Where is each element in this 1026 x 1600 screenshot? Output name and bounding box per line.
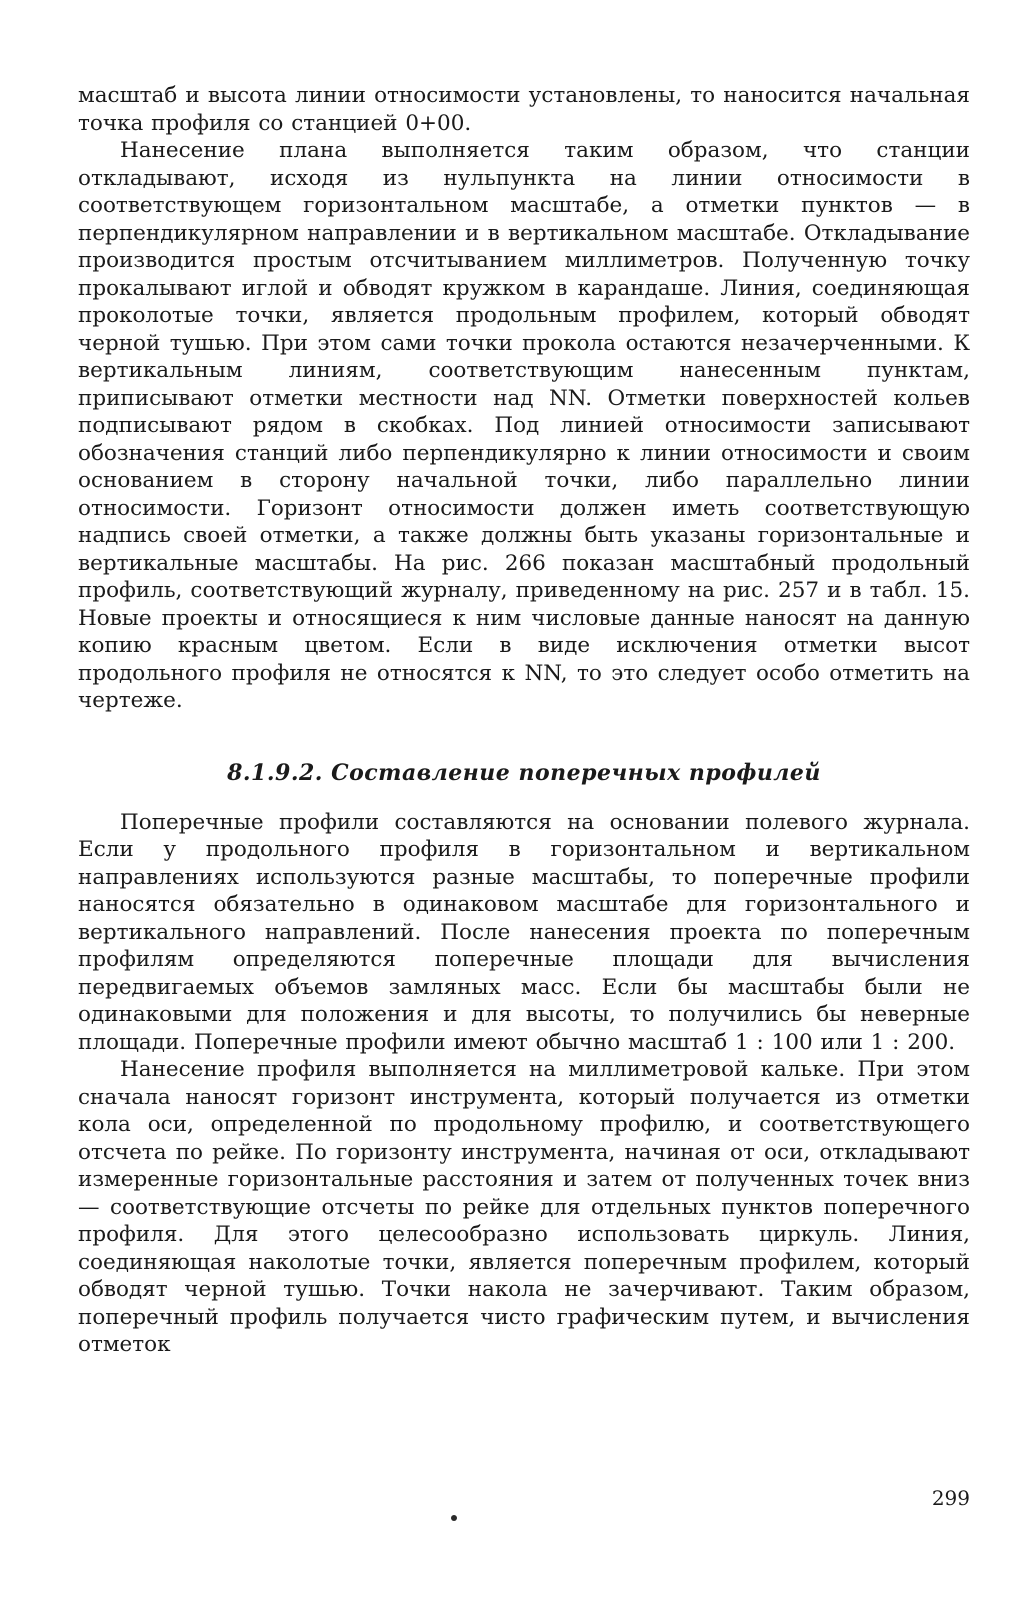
paragraph-cross-profiles: Поперечные профили составляются на основании полевого журнала. Если у продольного профиля в горизонтальном и вертикальном направлениях используются разные масштабы, то поперечные профили наносятся обязательно в одинаковом масштабе для горизонтального и вертикального направлений. После нанесения проекта по поперечным профилям определяются поперечные площади для вычисления передвигаемых объемов замляных масс. Если бы масштабы были не одинаковыми для положения и для высоты, то получились бы неверные площади. Поперечные профили имеют обычно масштаб 1 : 100 или 1 : 200. bbox=[78, 809, 970, 1055]
paragraph-continuation: масштаб и высота линии относимости установлены, то наносится начальная точка профиля со станцией 0+00. bbox=[78, 83, 970, 136]
page-body bbox=[78, 82, 970, 1359]
page-number: 299 bbox=[931, 1486, 970, 1510]
paragraph-profile-drawing: Нанесение профиля выполняется на миллиметровой кальке. При этом сначала наносят горизонт инструмента, который получается из отметки кола оси, определенной по продольному профилю, и соответствующего отсчета по рейке. По горизонту инструмента, начиная от оси, откладывают измеренные горизонтальные расстояния и затем от полученных точек вниз — соответствующие отсчеты по рейке для отдельных пунктов поперечного профиля. Для этого целесообразно использовать циркуль. Линия, соединяющая наколотые точки, является поперечным профилем, который обводят черной тушью. Точки накола не зачерчивают. Таким образом, поперечный профиль получается чисто графическим путем, и вычисления отметок bbox=[78, 1057, 970, 1357]
section-heading: 8.1.9.2. Составление поперечных профилей bbox=[227, 759, 821, 786]
paragraph-plan-plotting: Нанесение плана выполняется таким образом, что станции откладывают, исходя из нульпункта на линии относимости в соответствующем горизонтальном масштабе, а отметки пунктов — в перпендикулярном направлении и в вертикальном масштабе. Откладывание производится простым отсчитыванием миллиметров. Полученную точку прокалывают иглой и обводят кружком в карандаше. Линия, соединяющая проколотые точки, является продольным профилем, который обводят черной тушью. При этом сами точки прокола остаются незачерченными. К вертикальным линиям, соответствующим нанесенным пунктам, приписывают отметки местности над NN. Отметки поверхностей кольев подписывают рядом в скобках. Под линией относимости записывают обозначения станций либо перпендикулярно к линии относимости и своим основанием в сторону начальной точки, либо параллельно линии относимости. Горизонт относимости должен иметь соответствующую надпись своей отметки, а также должны быть указаны горизонтальные и вертикальные масштабы. На рис. 266 показан масштабный продольный профиль, соответствующий журналу, приведенному на рис. 257 и в табл. 15. Новые проекты и относящиеся к ним числовые данные наносят на данную копию красным цветом. Если в виде исключения отметки высот продольного профиля не относятся к NN, то это следует особо отметить на чертеже. bbox=[78, 138, 970, 713]
printing-dot-mark bbox=[451, 1515, 457, 1521]
